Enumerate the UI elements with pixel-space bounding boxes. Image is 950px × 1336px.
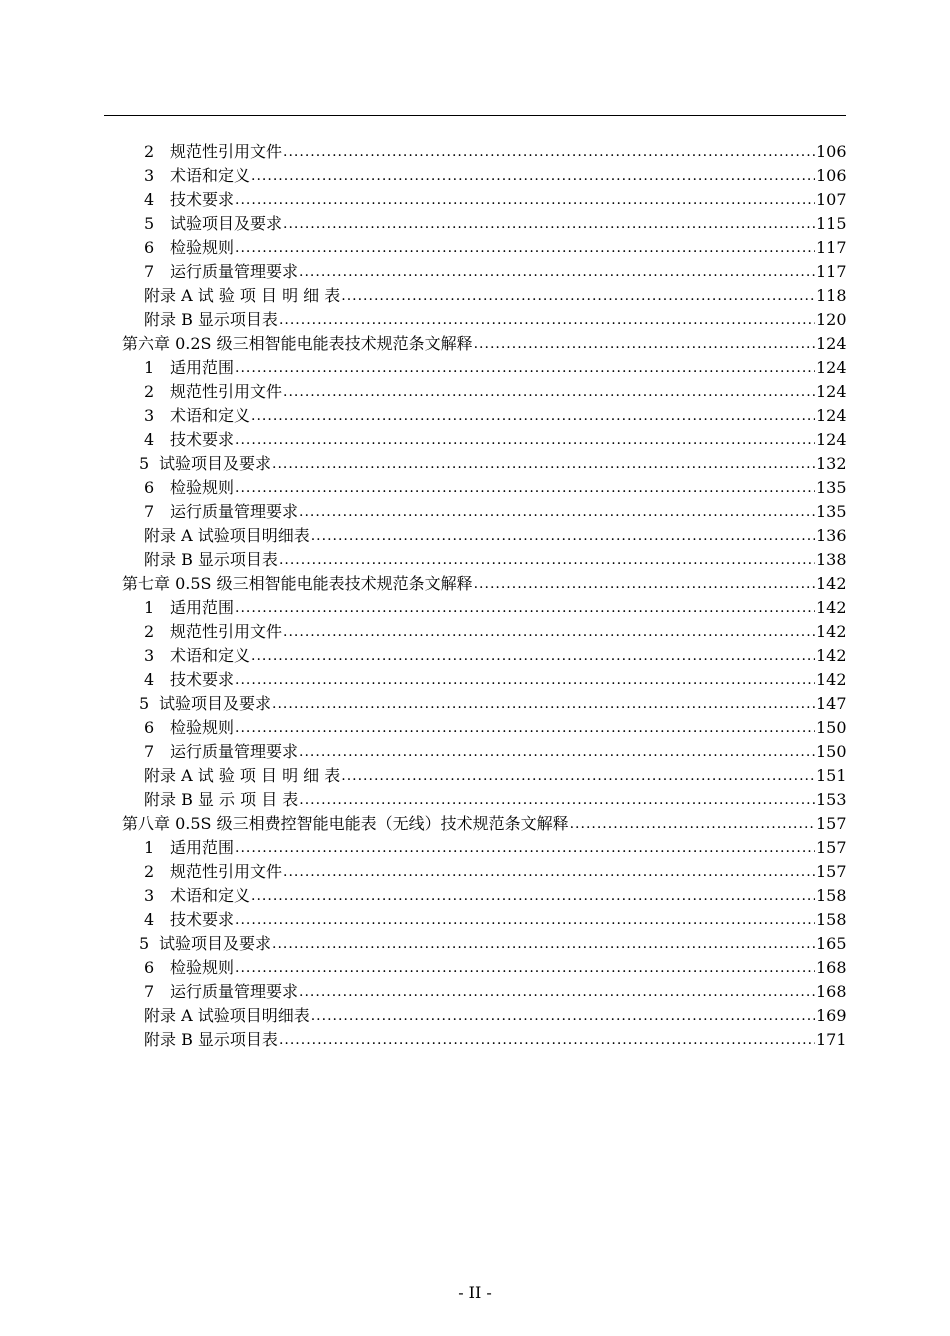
toc-leader-dots [272, 932, 815, 956]
page-number: - II - [458, 1283, 492, 1302]
toc-entry-page: 158 [816, 886, 847, 905]
toc-entry[interactable] [104, 668, 846, 692]
toc-entry-page: 135 [816, 478, 847, 497]
toc-entry-title: 试验项目及要求 [159, 694, 272, 713]
toc-leader-dots [235, 836, 815, 860]
toc-entry-number: 1 [144, 358, 155, 377]
toc-entry[interactable] [104, 308, 846, 332]
toc-entry-page: 124 [816, 382, 847, 401]
toc-entry-number: 3 [144, 646, 155, 665]
toc-leader-dots [251, 164, 815, 188]
toc-entry-page: 124 [816, 358, 847, 377]
toc-entry-title: 附录 A 试验项目明细表 [144, 1006, 310, 1025]
toc-leader-dots [283, 380, 815, 404]
toc-entry-title: 检验规则 [170, 718, 235, 737]
toc-entry-number: 5 [139, 694, 150, 713]
toc-entry-title: 适用范围 [170, 358, 235, 377]
toc-entry-title: 运行质量管理要求 [170, 262, 299, 281]
toc-entry-number: 2 [144, 142, 155, 161]
toc-leader-dots [235, 596, 815, 620]
toc-entry[interactable] [104, 500, 846, 524]
toc-leader-dots [235, 356, 815, 380]
toc-entry[interactable] [104, 788, 846, 812]
toc-leader-dots [235, 476, 815, 500]
toc-entry-page: 150 [816, 742, 847, 761]
toc-entry-title: 适用范围 [170, 838, 235, 857]
toc-entry[interactable] [104, 380, 846, 404]
toc-leader-dots [474, 332, 815, 356]
toc-entry-page: 168 [816, 958, 847, 977]
toc-entry[interactable] [104, 428, 846, 452]
toc-entry-title: 适用范围 [170, 598, 235, 617]
toc-entry[interactable] [104, 140, 846, 164]
toc-entry-number: 5 [144, 214, 155, 233]
toc-entry[interactable] [104, 572, 846, 596]
toc-entry[interactable] [104, 1004, 846, 1028]
toc-leader-dots [279, 548, 815, 572]
toc-leader-dots [251, 644, 815, 668]
toc-entry-page: 158 [816, 910, 847, 929]
toc-entry-number: 3 [144, 166, 155, 185]
toc-entry[interactable] [104, 620, 846, 644]
toc-entry-number: 6 [144, 238, 155, 257]
toc-entry[interactable] [104, 188, 846, 212]
toc-entry-page: 106 [816, 142, 847, 161]
toc-entry-page: 142 [816, 670, 847, 689]
toc-entry-number: 2 [144, 862, 155, 881]
toc-entry-title: 试验项目及要求 [159, 454, 272, 473]
toc-entry-title: 附录 B 显 示 项 目 表 [144, 790, 299, 809]
toc-entry-title: 运行质量管理要求 [170, 502, 299, 521]
toc-entry[interactable] [104, 692, 846, 716]
toc-entry-page: 150 [816, 718, 847, 737]
toc-leader-dots [235, 908, 815, 932]
toc-entry-title: 第六章 0.2S 级三相智能电能表技术规范条文解释 [122, 334, 473, 353]
toc-leader-dots [341, 284, 815, 308]
toc-entry-title: 附录 A 试验项目明细表 [144, 526, 310, 545]
toc-leader-dots [570, 812, 815, 836]
toc-leader-dots [235, 188, 815, 212]
toc-entry-number: 4 [144, 670, 155, 689]
toc-leader-dots [251, 884, 815, 908]
toc-leader-dots [311, 524, 815, 548]
toc-entry-page: 124 [816, 334, 847, 353]
toc-leader-dots [235, 668, 815, 692]
toc-entry-page: 168 [816, 982, 847, 1001]
toc-entry[interactable] [104, 236, 846, 260]
toc-entry-title: 试验项目及要求 [159, 934, 272, 953]
toc-entry[interactable] [104, 164, 846, 188]
toc-entry-page: 157 [816, 862, 847, 881]
toc-leader-dots [299, 500, 815, 524]
toc-entry-title: 技术要求 [170, 430, 235, 449]
toc-entry-title: 技术要求 [170, 910, 235, 929]
toc-entry-number: 6 [144, 958, 155, 977]
toc-entry-page: 124 [816, 406, 847, 425]
toc-entry-page: 118 [816, 286, 847, 305]
toc-entry-number: 7 [144, 982, 155, 1001]
toc-leader-dots [235, 236, 815, 260]
toc-entry-title: 规范性引用文件 [170, 622, 283, 641]
toc-entry-page: 157 [816, 814, 847, 833]
toc-leader-dots [299, 788, 815, 812]
toc-leader-dots [235, 716, 815, 740]
toc-entry-page: 117 [816, 238, 847, 257]
toc-entry-title: 术语和定义 [170, 406, 251, 425]
toc-entry-page: 153 [816, 790, 847, 809]
table-of-contents [104, 140, 846, 1052]
toc-entry[interactable] [104, 644, 846, 668]
header-rule [104, 115, 846, 116]
toc-entry[interactable] [104, 596, 846, 620]
toc-entry-number: 6 [144, 478, 155, 497]
toc-entry-title: 规范性引用文件 [170, 142, 283, 161]
toc-entry[interactable] [104, 884, 846, 908]
toc-entry-title: 第七章 0.5S 级三相智能电能表技术规范条文解释 [122, 574, 473, 593]
toc-entry-page: 106 [816, 166, 847, 185]
toc-entry-number: 4 [144, 190, 155, 209]
toc-entry[interactable] [104, 476, 846, 500]
toc-entry-page: 124 [816, 430, 847, 449]
toc-entry-title: 规范性引用文件 [170, 382, 283, 401]
toc-entry-number: 3 [144, 886, 155, 905]
toc-entry-title: 第八章 0.5S 级三相费控智能电能表（无线）技术规范条文解释 [122, 814, 569, 833]
toc-entry-number: 2 [144, 382, 155, 401]
toc-entry[interactable] [104, 260, 846, 284]
toc-entry-page: 135 [816, 502, 847, 521]
toc-entry-page: 157 [816, 838, 847, 857]
toc-entry-number: 1 [144, 838, 155, 857]
toc-leader-dots [279, 1028, 815, 1052]
toc-leader-dots [251, 404, 815, 428]
toc-entry-number: 6 [144, 718, 155, 737]
toc-entry-number: 4 [144, 910, 155, 929]
toc-entry-number: 7 [144, 262, 155, 281]
toc-entry-title: 附录 A 试 验 项 目 明 细 表 [144, 286, 341, 305]
toc-leader-dots [272, 692, 815, 716]
toc-entry-page: 169 [816, 1006, 847, 1025]
toc-entry[interactable] [104, 956, 846, 980]
toc-leader-dots [299, 260, 815, 284]
toc-leader-dots [299, 980, 815, 1004]
toc-entry-page: 136 [816, 526, 847, 545]
toc-entry-title: 术语和定义 [170, 166, 251, 185]
toc-leader-dots [299, 740, 815, 764]
toc-entry-title: 技术要求 [170, 670, 235, 689]
toc-entry-page: 142 [816, 574, 847, 593]
toc-leader-dots [272, 452, 815, 476]
toc-entry-page: 115 [816, 214, 847, 233]
toc-entry-page: 117 [816, 262, 847, 281]
toc-entry-title: 运行质量管理要求 [170, 982, 299, 1001]
toc-entry[interactable] [104, 212, 846, 236]
toc-entry[interactable] [104, 740, 846, 764]
toc-entry-title: 检验规则 [170, 238, 235, 257]
toc-entry-title: 附录 B 显示项目表 [144, 550, 278, 569]
toc-entry-title: 技术要求 [170, 190, 235, 209]
toc-entry[interactable] [104, 908, 846, 932]
toc-entry[interactable] [104, 284, 846, 308]
toc-entry-title: 检验规则 [170, 958, 235, 977]
toc-leader-dots [311, 1004, 815, 1028]
toc-entry[interactable] [104, 764, 846, 788]
toc-entry-number: 5 [139, 934, 150, 953]
toc-entry-page: 151 [816, 766, 847, 785]
toc-entry-number: 3 [144, 406, 155, 425]
toc-entry-title: 术语和定义 [170, 886, 251, 905]
toc-leader-dots [279, 308, 815, 332]
toc-entry-page: 107 [816, 190, 847, 209]
toc-entry[interactable] [104, 980, 846, 1004]
toc-entry-title: 检验规则 [170, 478, 235, 497]
toc-entry-title: 规范性引用文件 [170, 862, 283, 881]
toc-entry[interactable] [104, 812, 846, 836]
toc-entry-title: 附录 B 显示项目表 [144, 1030, 278, 1049]
toc-entry[interactable] [104, 716, 846, 740]
toc-entry-page: 171 [816, 1030, 847, 1049]
toc-entry-page: 142 [816, 622, 847, 641]
toc-entry-number: 1 [144, 598, 155, 617]
toc-entry-page: 120 [816, 310, 847, 329]
toc-entry[interactable] [104, 836, 846, 860]
toc-leader-dots [283, 860, 815, 884]
toc-entry-title: 运行质量管理要求 [170, 742, 299, 761]
toc-entry-number: 7 [144, 502, 155, 521]
toc-entry-page: 142 [816, 646, 847, 665]
toc-entry-page: 132 [816, 454, 847, 473]
toc-entry-title: 附录 A 试 验 项 目 明 细 表 [144, 766, 341, 785]
toc-leader-dots [235, 428, 815, 452]
toc-entry[interactable] [104, 356, 846, 380]
toc-entry[interactable] [104, 1028, 846, 1052]
toc-entry-number: 5 [139, 454, 150, 473]
toc-entry[interactable] [104, 404, 846, 428]
toc-entry[interactable] [104, 332, 846, 356]
toc-entry-page: 165 [816, 934, 847, 953]
toc-entry-number: 4 [144, 430, 155, 449]
toc-entry-title: 试验项目及要求 [170, 214, 283, 233]
toc-entry-page: 142 [816, 598, 847, 617]
toc-entry[interactable] [104, 860, 846, 884]
toc-entry-title: 术语和定义 [170, 646, 251, 665]
toc-leader-dots [283, 620, 815, 644]
toc-entry[interactable] [104, 932, 846, 956]
toc-entry[interactable] [104, 548, 846, 572]
toc-entry[interactable] [104, 452, 846, 476]
toc-leader-dots [474, 572, 815, 596]
toc-entry-page: 138 [816, 550, 847, 569]
toc-leader-dots [283, 212, 815, 236]
toc-leader-dots [283, 140, 815, 164]
toc-leader-dots [341, 764, 815, 788]
toc-leader-dots [235, 956, 815, 980]
toc-entry-number: 2 [144, 622, 155, 641]
toc-entry-title: 附录 B 显示项目表 [144, 310, 278, 329]
toc-entry-number: 7 [144, 742, 155, 761]
toc-entry-page: 147 [816, 694, 847, 713]
toc-entry[interactable] [104, 524, 846, 548]
